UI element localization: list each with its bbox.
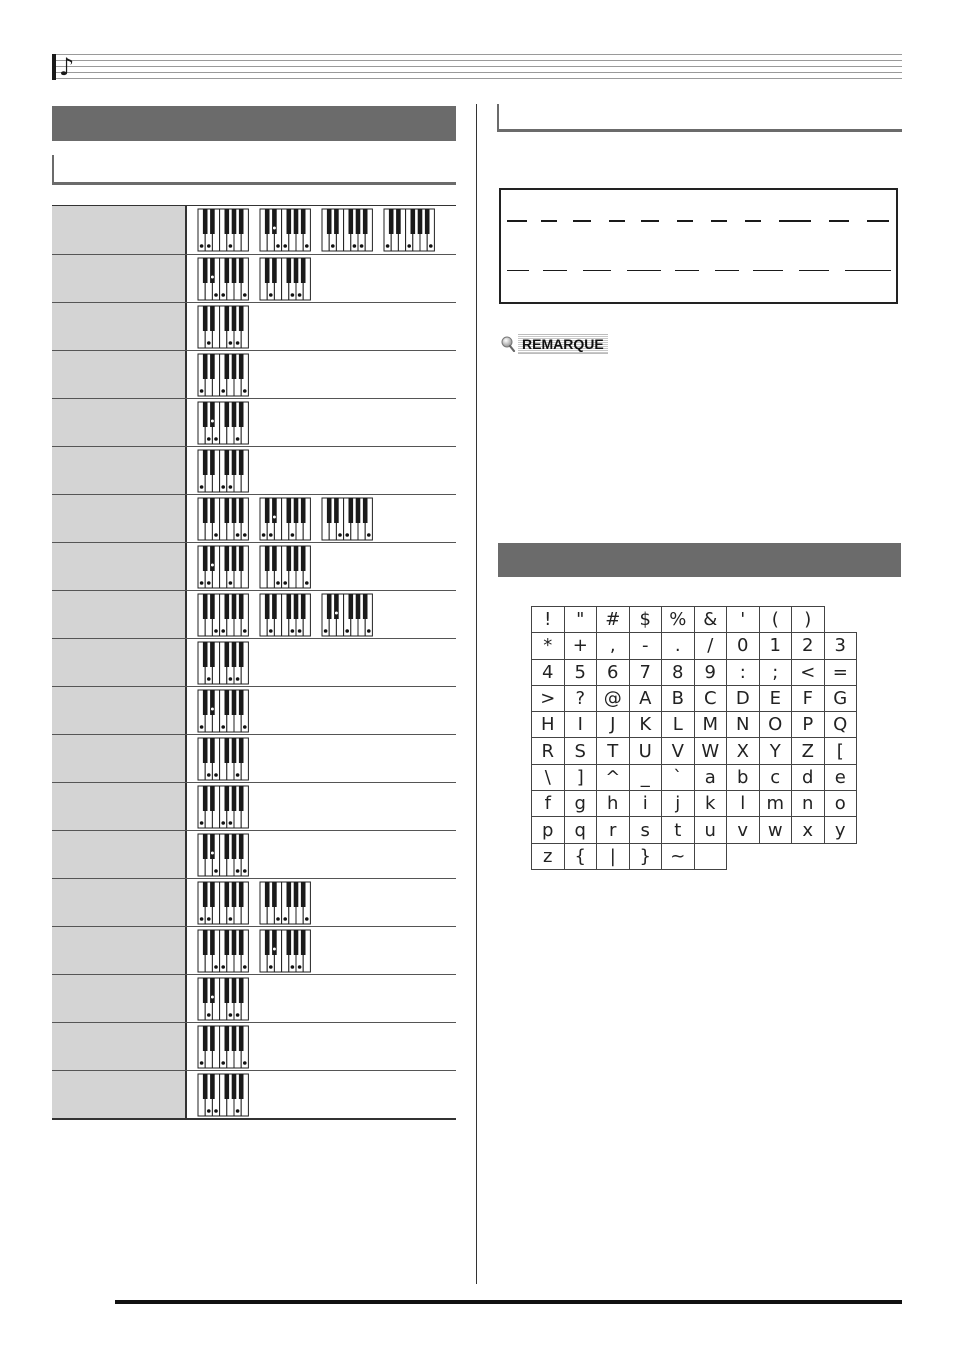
character-cell: f — [531, 790, 565, 817]
character-cell: o — [824, 790, 858, 817]
chord-row — [52, 782, 456, 830]
chord-name-cell — [52, 879, 187, 926]
subsection-heading-right — [497, 104, 902, 132]
character-cell: ~ — [661, 843, 695, 870]
character-cell: 6 — [596, 659, 630, 686]
character-cell: t — [661, 816, 695, 843]
character-row — [531, 790, 856, 816]
character-cell: w — [759, 816, 793, 843]
segment-dash — [609, 220, 625, 222]
chord-table — [52, 205, 456, 1120]
chord-name-cell — [52, 303, 187, 350]
character-cell: s — [629, 816, 663, 843]
chord-name-cell — [52, 735, 187, 782]
character-cell: j — [661, 790, 695, 817]
chord-row — [52, 590, 456, 638]
magnifier-icon — [500, 336, 516, 352]
footer-rule — [115, 1300, 902, 1304]
segment-dash — [541, 220, 557, 222]
character-cell: , — [596, 632, 630, 659]
character-cell: h — [596, 790, 630, 817]
segment-dash — [845, 270, 891, 271]
character-cell: { — [564, 843, 598, 870]
character-cell: = — [824, 659, 858, 686]
character-grid — [531, 606, 856, 869]
chord-diagram-cell — [187, 206, 456, 254]
display-panel — [499, 188, 898, 304]
chord-diagram-cell — [187, 351, 456, 398]
character-cell: z — [531, 843, 565, 870]
keyboard-diagram-icon — [197, 881, 253, 925]
chord-diagram-cell — [187, 735, 456, 782]
character-cell: V — [661, 737, 695, 764]
character-cell: u — [694, 816, 728, 843]
character-cell: U — [629, 737, 663, 764]
character-cell: n — [791, 790, 825, 817]
character-cell: Y — [759, 737, 793, 764]
keyboard-diagram-icon — [197, 545, 253, 589]
chord-row — [52, 686, 456, 734]
chord-row — [52, 542, 456, 590]
character-cell: F — [791, 685, 825, 712]
character-cell: - — [629, 632, 663, 659]
character-cell: % — [661, 606, 695, 633]
character-cell: 4 — [531, 659, 565, 686]
character-cell: Q — [824, 711, 858, 738]
character-cell: * — [531, 632, 565, 659]
chord-diagram-cell — [187, 1023, 456, 1070]
chord-diagram-cell — [187, 783, 456, 830]
chord-row — [52, 302, 456, 350]
character-cell: ! — [531, 606, 565, 633]
character-cell: $ — [629, 606, 663, 633]
character-cell: ? — [564, 685, 598, 712]
segment-dash — [711, 220, 727, 222]
character-cell: d — [791, 764, 825, 791]
chord-diagram-cell — [187, 303, 456, 350]
keyboard-diagram-icon — [197, 833, 253, 877]
chord-row — [52, 206, 456, 254]
character-cell: + — [564, 632, 598, 659]
chord-name-cell — [52, 495, 187, 542]
keyboard-diagram-icon — [197, 977, 253, 1021]
chord-name-cell — [52, 591, 187, 638]
keyboard-diagram-icon — [197, 208, 253, 252]
character-cell: ; — [759, 659, 793, 686]
character-cell: R — [531, 737, 565, 764]
segment-dash — [641, 220, 659, 222]
character-cell: r — [596, 816, 630, 843]
character-cell: 7 — [629, 659, 663, 686]
keyboard-diagram-icon — [197, 257, 253, 301]
chord-diagram-cell — [187, 591, 456, 638]
character-cell: O — [759, 711, 793, 738]
chord-diagram-cell — [187, 495, 456, 542]
chord-diagram-cell — [187, 687, 456, 734]
character-cell: b — [726, 764, 760, 791]
character-cell: B — [661, 685, 695, 712]
character-cell: N — [726, 711, 760, 738]
keyboard-diagram-icon — [197, 497, 253, 541]
character-cell: < — [791, 659, 825, 686]
keyboard-diagram-icon — [197, 641, 253, 685]
segment-dash — [753, 270, 783, 271]
chord-row — [52, 878, 456, 926]
keyboard-diagram-icon — [197, 305, 253, 349]
character-cell: ` — [661, 764, 695, 791]
keyboard-diagram-icon — [259, 257, 315, 301]
character-row — [531, 659, 856, 685]
character-cell: x — [791, 816, 825, 843]
character-cell: C — [694, 685, 728, 712]
segment-dash — [745, 220, 761, 222]
column-divider — [476, 104, 477, 1284]
character-cell: E — [759, 685, 793, 712]
character-cell: S — [564, 737, 598, 764]
character-cell: g — [564, 790, 598, 817]
keyboard-diagram-icon — [321, 593, 377, 637]
chord-diagram-cell — [187, 543, 456, 590]
section-bar-left — [52, 106, 456, 141]
chord-diagram-cell — [187, 447, 456, 494]
chord-name-cell — [52, 399, 187, 446]
character-row — [531, 711, 856, 737]
character-cell: M — [694, 711, 728, 738]
segment-dash — [507, 220, 527, 222]
character-cell: ' — [726, 606, 760, 633]
character-cell: / — [694, 632, 728, 659]
character-cell: Z — [791, 737, 825, 764]
chord-diagram-cell — [187, 927, 456, 974]
segment-dash — [507, 270, 529, 271]
character-cell: " — [564, 606, 598, 633]
keyboard-diagram-icon — [321, 497, 377, 541]
keyboard-diagram-icon — [197, 593, 253, 637]
character-cell: e — [824, 764, 858, 791]
character-cell: ) — [791, 606, 825, 633]
character-cell: G — [824, 685, 858, 712]
keyboard-diagram-icon — [259, 545, 315, 589]
chord-row — [52, 1022, 456, 1070]
character-cell: J — [596, 711, 630, 738]
chord-name-cell — [52, 639, 187, 686]
header-staff — [52, 54, 902, 80]
character-row — [531, 685, 856, 711]
eighth-note-icon: ♪ — [59, 53, 75, 81]
chord-diagram-cell — [187, 1071, 456, 1118]
chord-diagram-cell — [187, 639, 456, 686]
segment-dash — [675, 270, 699, 271]
segment-dash — [779, 220, 811, 222]
character-cell: K — [629, 711, 663, 738]
character-cell: W — [694, 737, 728, 764]
segment-dash — [583, 270, 611, 271]
character-cell: a — [694, 764, 728, 791]
chord-name-cell — [52, 927, 187, 974]
character-cell: v — [726, 816, 760, 843]
character-cell: q — [564, 816, 598, 843]
character-cell: c — [759, 764, 793, 791]
keyboard-diagram-icon — [197, 737, 253, 781]
segment-dash — [867, 220, 889, 222]
chord-name-cell — [52, 1023, 187, 1070]
chord-row — [52, 254, 456, 302]
character-cell: # — [596, 606, 630, 633]
character-row — [531, 632, 856, 658]
chord-diagram-cell — [187, 879, 456, 926]
character-cell: H — [531, 711, 565, 738]
segment-dash — [543, 270, 567, 271]
chord-row — [52, 1070, 456, 1118]
chord-name-cell — [52, 975, 187, 1022]
keyboard-diagram-icon — [197, 353, 253, 397]
keyboard-diagram-icon — [197, 449, 253, 493]
keyboard-diagram-icon — [197, 401, 253, 445]
character-cell: @ — [596, 685, 630, 712]
character-cell: 9 — [694, 659, 728, 686]
character-cell: 8 — [661, 659, 695, 686]
character-cell: k — [694, 790, 728, 817]
keyboard-diagram-icon — [259, 929, 315, 973]
character-cell: D — [726, 685, 760, 712]
character-cell: p — [531, 816, 565, 843]
character-cell: T — [596, 737, 630, 764]
character-cell: 2 — [791, 632, 825, 659]
character-cell: 1 — [759, 632, 793, 659]
chord-name-cell — [52, 687, 187, 734]
chord-row — [52, 446, 456, 494]
character-cell: [ — [824, 737, 858, 764]
character-cell: 5 — [564, 659, 598, 686]
character-cell: L — [661, 711, 695, 738]
character-cell: _ — [629, 764, 663, 791]
chord-name-cell — [52, 831, 187, 878]
chord-diagram-cell — [187, 975, 456, 1022]
segment-dash — [829, 220, 849, 222]
character-cell: P — [791, 711, 825, 738]
chord-name-cell — [52, 351, 187, 398]
character-cell — [694, 843, 728, 870]
character-row — [531, 843, 856, 869]
keyboard-diagram-icon — [259, 497, 315, 541]
chord-diagram-cell — [187, 399, 456, 446]
chord-row — [52, 734, 456, 782]
chord-name-cell — [52, 206, 187, 254]
character-cell: 0 — [726, 632, 760, 659]
character-row — [531, 816, 856, 842]
keyboard-diagram-icon — [197, 689, 253, 733]
character-row — [531, 737, 856, 763]
character-cell: . — [661, 632, 695, 659]
segment-dash — [573, 220, 591, 222]
remark-label-group — [500, 334, 608, 354]
character-row — [531, 606, 856, 632]
keyboard-diagram-icon — [321, 208, 377, 252]
segment-dash — [627, 270, 661, 271]
chord-name-cell — [52, 447, 187, 494]
character-row — [531, 764, 856, 790]
segment-dash — [715, 270, 739, 271]
character-cell: ^ — [596, 764, 630, 791]
chord-row — [52, 926, 456, 974]
chord-diagram-cell — [187, 831, 456, 878]
segment-dash — [677, 220, 693, 222]
keyboard-diagram-icon — [259, 208, 315, 252]
chord-diagram-cell — [187, 255, 456, 302]
keyboard-diagram-icon — [197, 1073, 253, 1117]
chord-row — [52, 398, 456, 446]
section-bar-right — [498, 543, 901, 577]
segment-dash — [799, 270, 829, 271]
character-cell: \ — [531, 764, 565, 791]
character-cell: } — [629, 843, 663, 870]
keyboard-diagram-icon — [259, 881, 315, 925]
character-cell: I — [564, 711, 598, 738]
remark-label: REMARQUE — [518, 334, 608, 354]
character-cell: i — [629, 790, 663, 817]
character-cell: 3 — [824, 632, 858, 659]
chord-name-cell — [52, 783, 187, 830]
chord-row — [52, 638, 456, 686]
character-cell: X — [726, 737, 760, 764]
keyboard-diagram-icon — [197, 1025, 253, 1069]
character-cell: : — [726, 659, 760, 686]
character-cell: & — [694, 606, 728, 633]
chord-name-cell — [52, 1071, 187, 1118]
chord-row — [52, 494, 456, 542]
character-cell: l — [726, 790, 760, 817]
chord-name-cell — [52, 255, 187, 302]
character-cell: > — [531, 685, 565, 712]
character-cell: | — [596, 843, 630, 870]
character-cell: m — [759, 790, 793, 817]
chord-row — [52, 974, 456, 1022]
chord-row — [52, 350, 456, 398]
character-cell: A — [629, 685, 663, 712]
keyboard-diagram-icon — [259, 593, 315, 637]
chord-row — [52, 830, 456, 878]
character-cell: y — [824, 816, 858, 843]
character-cell: ( — [759, 606, 793, 633]
character-cell: ] — [564, 764, 598, 791]
chord-name-cell — [52, 543, 187, 590]
keyboard-diagram-icon — [197, 785, 253, 829]
subsection-heading-left — [52, 155, 456, 185]
keyboard-diagram-icon — [383, 208, 439, 252]
keyboard-diagram-icon — [197, 929, 253, 973]
